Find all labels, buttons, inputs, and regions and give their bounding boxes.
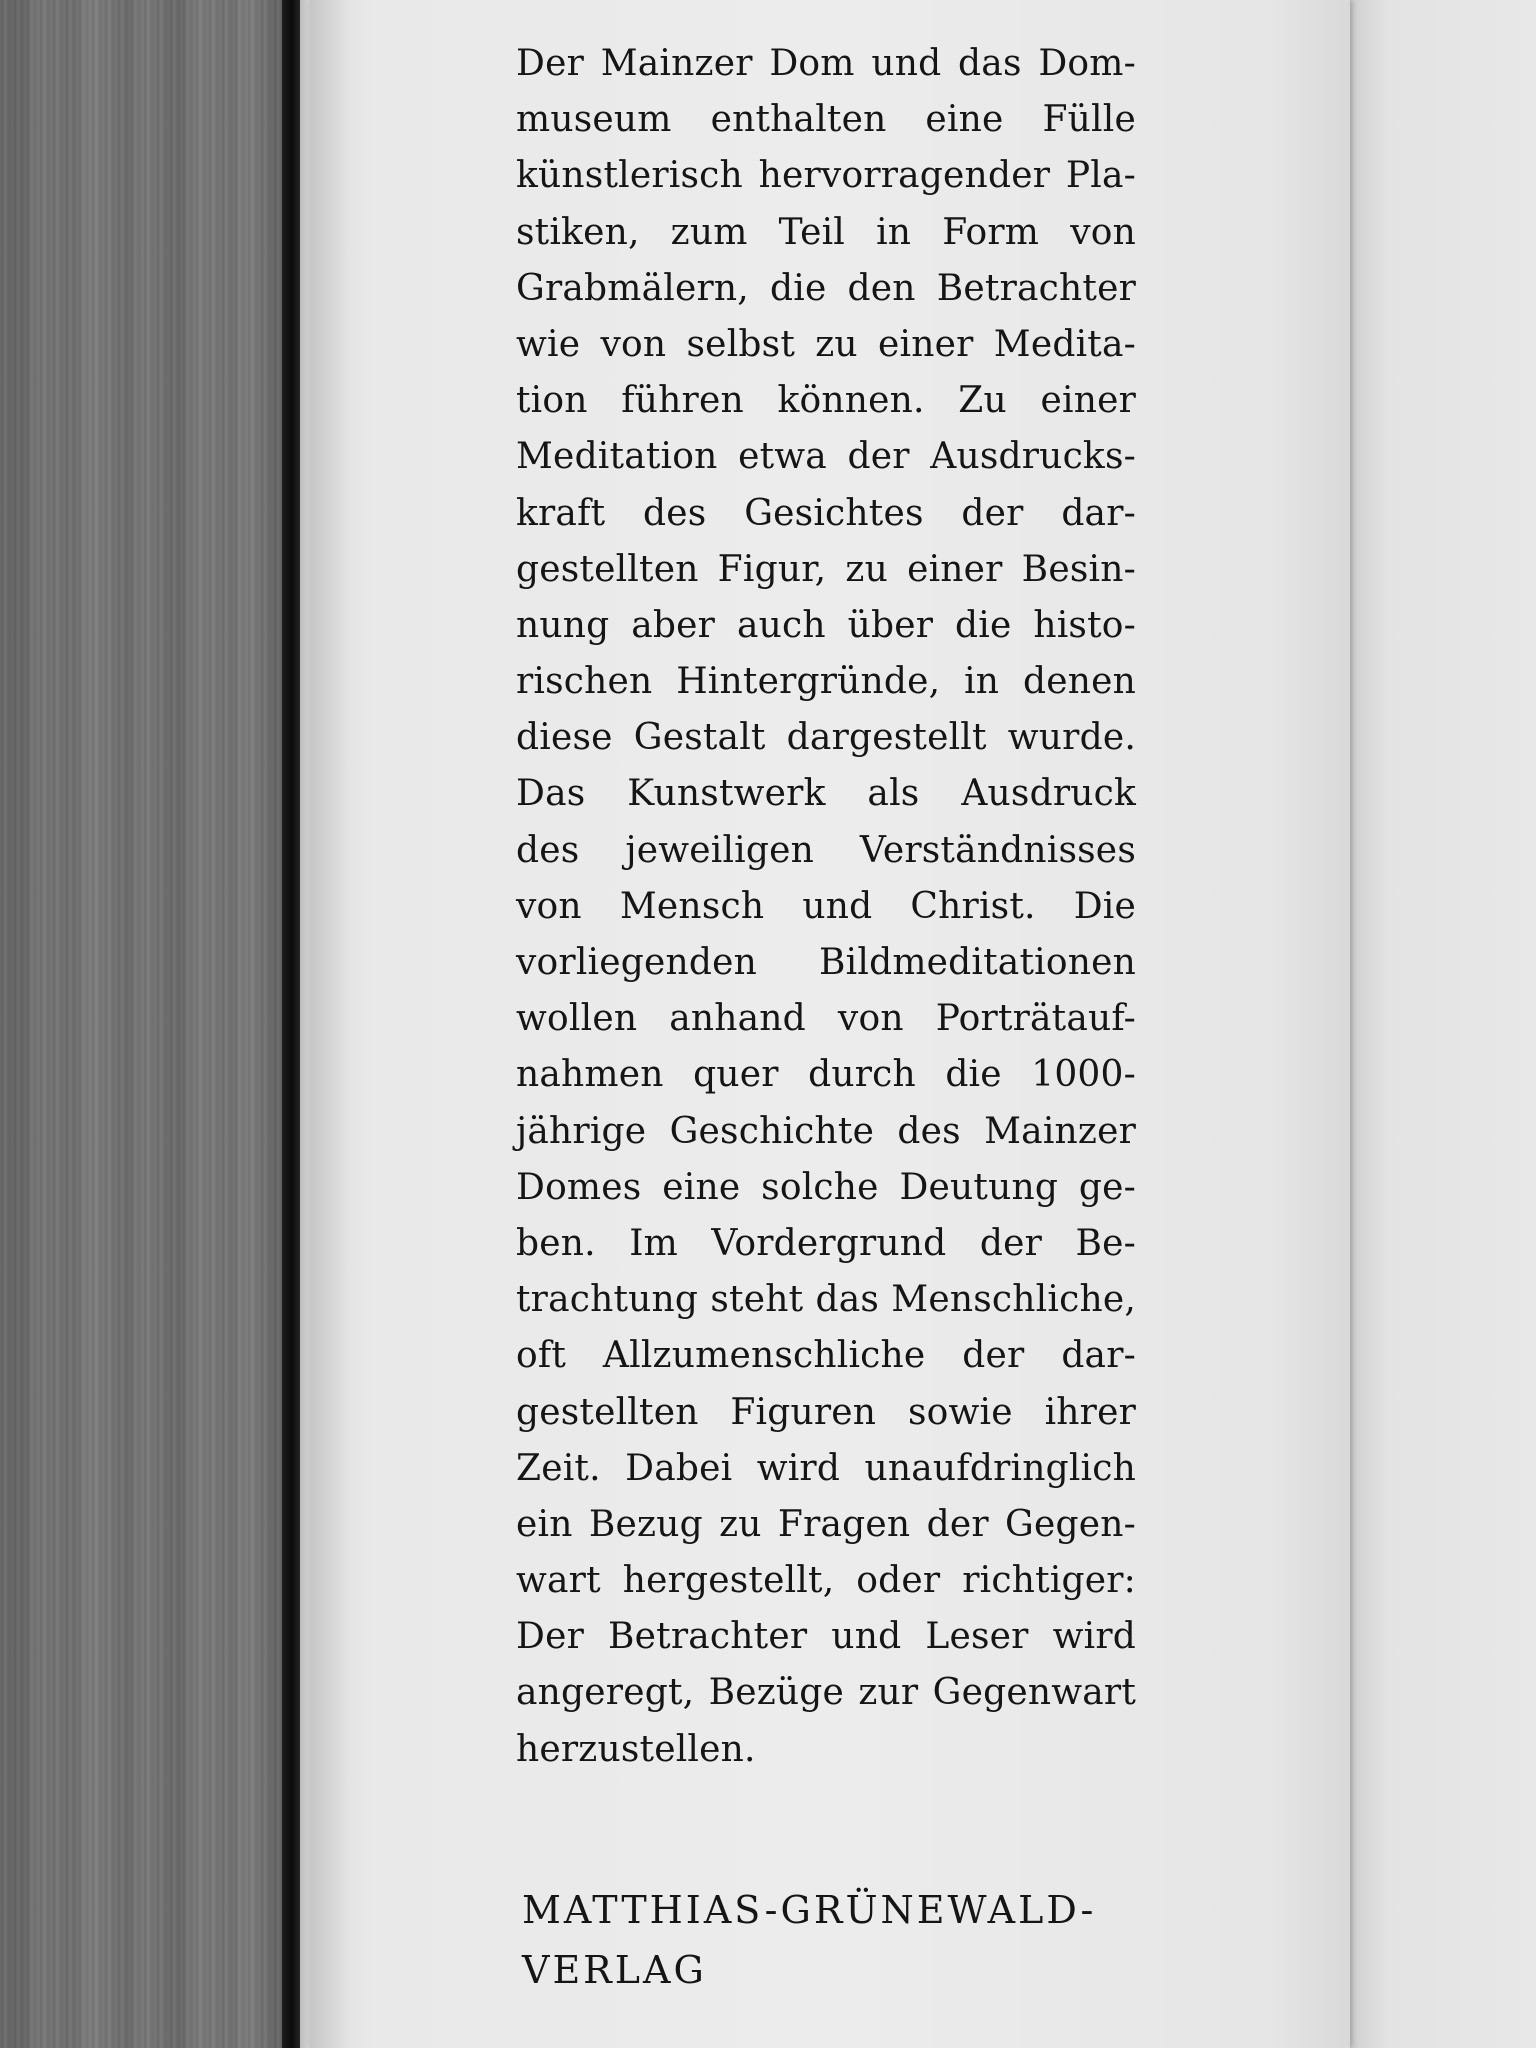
text-line: ein Bezug zu Fragen der Gegen- [516, 1503, 1136, 1545]
text-line: Zeit. Dabei wird unaufdringlich [516, 1447, 1136, 1489]
text-line: angeregt, Bezüge zur Gegenwart [516, 1672, 1136, 1714]
wooden-table-surface [0, 0, 282, 2048]
text-line: herzustellen. [516, 1728, 756, 1770]
text-line: trachtung steht das Menschliche, [516, 1279, 1136, 1321]
text-line: wollen anhand von Porträtauf- [516, 998, 1136, 1040]
publisher-name [522, 1880, 1162, 2000]
text-line: künstlerisch hervorragender Pla- [516, 155, 1136, 197]
text-line: Der Mainzer Dom und das Dom- [516, 43, 1136, 84]
book-spine-edge [282, 0, 300, 2048]
text-line: jährige Geschichte des Mainzer [516, 1110, 1136, 1152]
text-line: wie von selbst zu einer Medita- [516, 323, 1136, 365]
text-line: nahmen quer durch die 1000- [516, 1054, 1136, 1096]
text-line: Meditation etwa der Ausdrucks- [516, 436, 1136, 478]
text-line: oft Allzumenschliche der dar- [516, 1335, 1136, 1377]
text-line: stiken, zum Teil in Form von [516, 211, 1136, 253]
text-line: tion führen können. Zu einer [516, 380, 1136, 422]
text-line: wart hergestellt, oder richtiger: [516, 1560, 1136, 1602]
publisher-line-2: VERLAG [522, 1948, 707, 1992]
text-line: des jeweiligen Verständnisses [516, 829, 1136, 871]
publisher-line-1: MATTHIAS-GRÜNEWALD- [522, 1888, 1097, 1932]
text-line: nung aber auch über die histo- [516, 604, 1136, 646]
text-line: vorliegenden Bildmeditationen [516, 942, 1136, 983]
text-line: ben. Im Vordergrund der Be- [516, 1222, 1136, 1264]
text-line: gestellten Figuren sowie ihrer [516, 1391, 1136, 1433]
text-line: gestellten Figur, zu einer Besin- [516, 548, 1136, 590]
text-line: rischen Hintergründe, in denen [516, 661, 1136, 703]
text-line: museum enthalten eine Fülle [516, 99, 1136, 141]
text-line: kraft des Gesichtes der dar- [516, 492, 1136, 534]
text-line: Domes eine solche Deutung ge- [516, 1166, 1136, 1208]
text-line: von Mensch und Christ. Die [516, 885, 1136, 927]
page-fold-shadow [310, 0, 350, 2048]
back-page [1350, 0, 1536, 2048]
text-line: Das Kunstwerk als Ausdruck [516, 773, 1136, 815]
text-line: Grabmälern, die den Betrachter [516, 267, 1136, 309]
text-line: Der Betrachter und Leser wird [516, 1616, 1136, 1658]
book-cover-strip [300, 0, 310, 2048]
blurb-text [516, 36, 1136, 1778]
text-line: diese Gestalt dargestellt wurde. [516, 717, 1136, 759]
